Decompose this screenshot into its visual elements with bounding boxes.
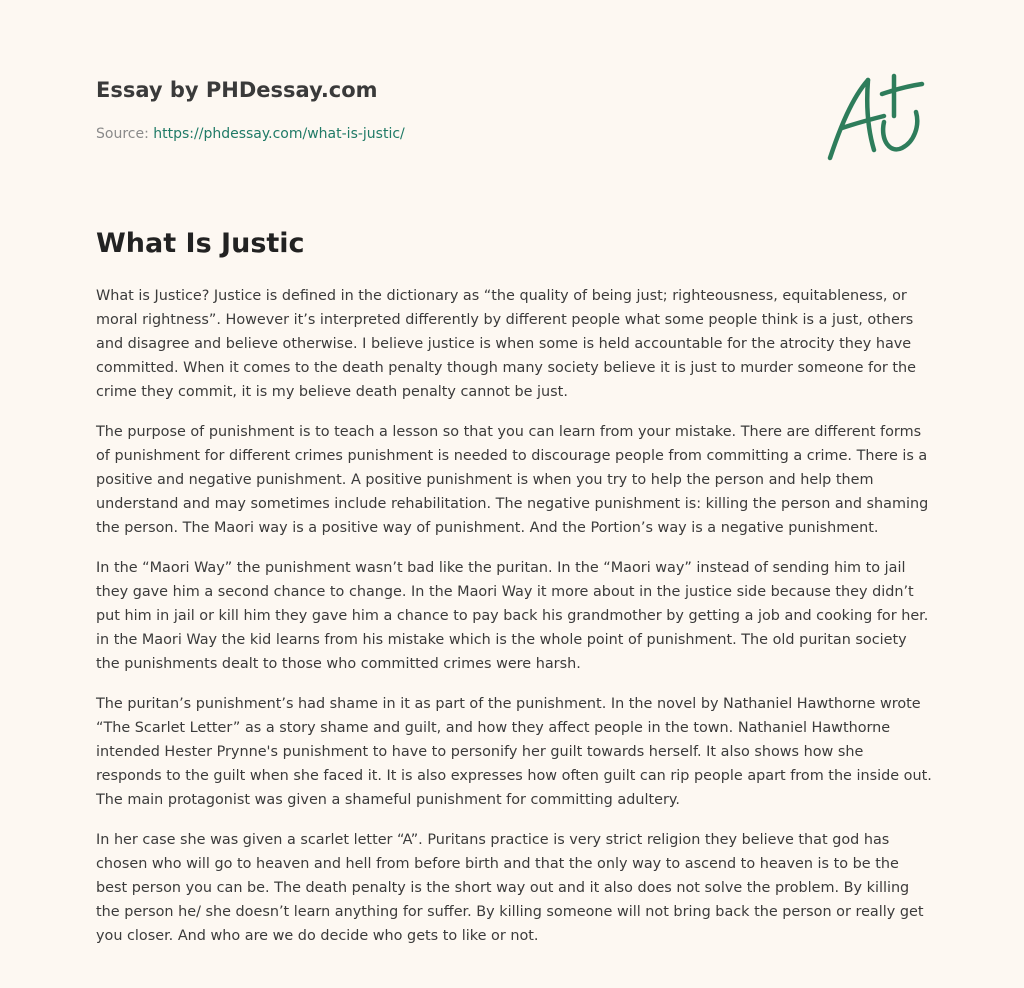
source-link[interactable]: https://phdessay.com/what-is-justic/	[153, 126, 405, 142]
essay-paragraph: The puritan’s punishment’s had shame in it as part of the punishment. In the novel by Nathaniel Hawthorne wrote “The Scarlet Letter” as a story shame and guilt, and how they affect people in the town. Nathaniel Hawthorne intended Hester Prynne's punishment to have to personify her guilt towards herself. It also shows how she responds to the guilt when she faced it. It is also expresses how often guilt can rip people apart from the inside out. The main protagonist was given a shameful punishment for committing adultery.	[96, 696, 932, 808]
brand-title: Essay by PHDessay.com	[96, 78, 378, 102]
essay-paragraph: In the “Maori Way” the punishment wasn’t bad like the puritan. In the “Maori way” instead of sending him to jail they gave him a second chance to change. In the Maori Way it more about in the justice side because they didn’t put him in jail or kill him they gave him a chance to pay back his grandmother by getting a job and cooking for her. in the Maori Way the kid learns from his mistake which is the whole point of punishment. The old puritan society the punishments dealt to those who committed crimes were harsh.	[96, 560, 929, 672]
essay-title: What Is Justic	[96, 228, 305, 259]
essay-body	[96, 284, 932, 964]
essay-paragraph: The purpose of punishment is to teach a lesson so that you can learn from your mistake. There are different forms of punishment for different crimes punishment is needed to discourage people from committing a crime. There is a positive and negative punishment. A positive punishment is when you try to help the person and help them understand and may sometimes include rehabilitation. The negative punishment is: killing the person and shaming the person. The Maori way is a positive way of punishment. And the Portion’s way is a negative punishment.	[96, 424, 929, 536]
essay-paragraph: What is Justice? Justice is defined in the dictionary as “the quality of being just; righteousness, equitableness, or moral rightness”. However it’s interpreted differently by different people what some people think is a just, others and disagree and believe otherwise. I believe justice is when some is held accountable for the atrocity they have committed. When it comes to the death penalty though many society believe it is just to murder someone for the crime they commit, it is my believe death penalty cannot be just.	[96, 288, 917, 400]
source-label: Source:	[96, 126, 154, 142]
a-plus-icon	[822, 66, 928, 166]
essay-paragraph: In her case she was given a scarlet letter “A”. Puritans practice is very strict religion they believe that god has chosen who will go to heaven and hell from before birth and that the only way to ascend to heaven is to be the best person you can be. The death penalty is the short way out and it also does not solve the problem. By killing the person he/ she doesn’t learn anything for suffer. By killing someone will not bring back the person or really get you closer. And who are we do decide who gets to like or not.	[96, 832, 924, 944]
header	[96, 76, 928, 166]
source-line	[96, 124, 405, 144]
